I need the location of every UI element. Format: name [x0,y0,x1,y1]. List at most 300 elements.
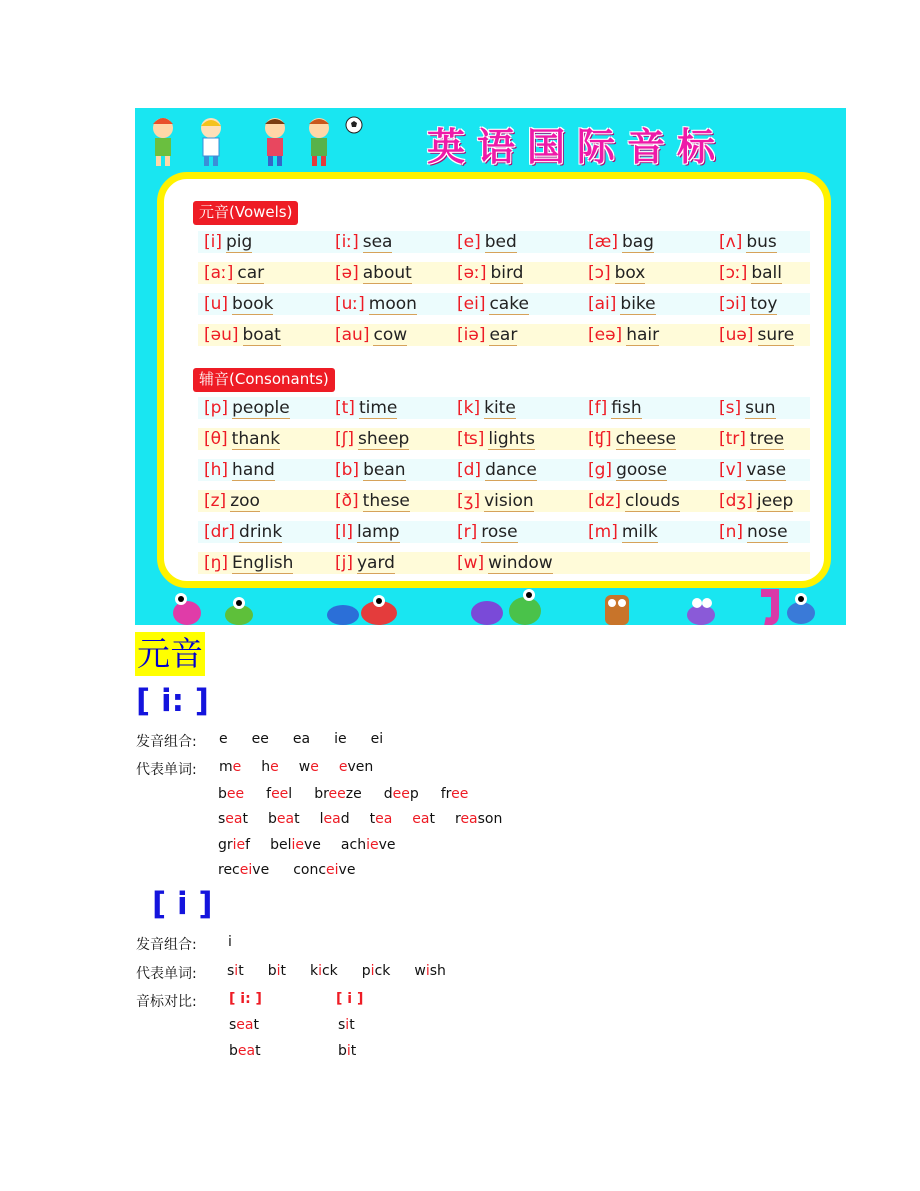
compare-head-long: [ i: ] [229,991,262,1007]
phonetic-symbol: [g] [588,460,613,480]
phonetic-entry [335,491,410,511]
kid-illustration-1 [143,114,183,168]
word-part: t [253,1017,259,1033]
example-word [341,837,396,853]
phonetic-symbol: [ai] [588,294,617,314]
phonetic-symbol: [u] [204,294,229,314]
short-i-symbol: [ i ] [152,886,213,922]
phonetic-entry [335,294,417,314]
example-word: box [614,263,646,283]
word-part: p [409,786,419,802]
consonant-row [198,490,810,512]
example-word: bus [746,232,777,252]
example-word: milk [621,522,658,542]
phonetic-symbol: [z] [204,491,227,511]
word-part: ea [460,811,478,827]
phonetic-symbol: [ʦ] [457,429,485,449]
consonant-row [198,397,810,419]
letter-combo: i [228,934,232,950]
word-part: d [340,811,350,827]
word-part: i [425,963,430,979]
example-word [455,811,502,827]
phonetic-symbol: [k] [457,398,481,418]
phonetic-entry [457,325,517,345]
example-word: bird [490,263,524,283]
example-word: bike [620,294,656,314]
word-part: t [238,963,244,979]
word-part: i [346,1043,351,1059]
word-part: t [349,1017,355,1033]
phonetic-symbol: [ʌ] [719,232,743,252]
word-part: rec [218,862,240,878]
phonetic-entry [335,522,400,542]
example-word: bed [484,232,517,252]
phonetic-symbol: [l] [335,522,353,542]
phonetic-symbol: [dz] [588,491,621,511]
phonetics-panel [157,172,831,588]
short-i-word-line [227,963,446,979]
example-word [229,1043,261,1059]
word-part: ven [347,759,374,775]
word-part: ve [252,862,270,878]
word-part: b [338,1043,347,1059]
letter-combo: ee [251,731,269,747]
example-word [218,837,250,853]
word-part: w [414,963,426,979]
phonetic-entry [204,491,260,511]
example-word: vase [746,460,787,480]
example-word: kite [484,398,516,418]
compare-long-word [229,1043,261,1059]
word-part: ach [340,837,367,853]
phonetic-entry [457,553,553,573]
word-part: ea [225,811,243,827]
phonetic-entry [204,460,275,480]
example-word: pig [226,232,253,252]
word-part: ee [328,786,346,802]
example-word: drink [239,522,283,542]
phonetic-symbol: [au] [335,325,370,345]
phonetic-symbol: [ʧ] [588,429,612,449]
example-word: sure [757,325,795,345]
word-part: ve [304,837,321,853]
monster-illustration-6 [681,591,721,625]
word-part: m [219,759,233,775]
phonetic-symbol: [əu] [204,325,239,345]
word-part: t [242,811,248,827]
example-word [384,786,419,802]
word-part: ea [276,811,295,827]
word-part: ea [323,811,341,827]
phonetic-entry [719,491,793,511]
example-word [338,1043,356,1059]
word-part: e [270,759,279,775]
phonetic-entry [335,325,407,345]
example-word [268,811,300,827]
phonetic-symbol: [t] [335,398,355,418]
compare-short-word [338,1017,355,1033]
phonetic-entry [719,263,782,283]
consonant-row [198,552,810,574]
long-i-combo-line [219,731,383,747]
phonetic-symbol: [n] [719,522,744,542]
word-part: s [229,1017,237,1033]
example-word: window [488,553,553,573]
word-part: i [234,963,239,979]
kid-illustration-4 [299,114,339,168]
word-part: ee [226,786,245,802]
word-part: bel [270,837,292,853]
phonetic-entry [588,263,645,283]
example-word: hand [232,460,275,480]
example-word [414,963,446,979]
example-word: sheep [357,429,410,449]
phonetic-entry [588,398,642,418]
short-i-combo-line [228,934,232,950]
word-part: fr [440,786,452,802]
phonetic-symbol: [ŋ] [204,553,229,573]
phonetic-entry [588,491,680,511]
word-part: sh [429,963,446,979]
example-word: cow [373,325,408,345]
phonetic-symbol: [tr] [719,429,746,449]
long-i-word-line [218,786,468,802]
phonetic-symbol: [f] [588,398,608,418]
phonetic-entry [719,522,788,542]
example-word: lamp [357,522,400,542]
example-word [218,862,269,878]
word-part: i [345,1017,350,1033]
example-word: bag [621,232,654,252]
phonetic-symbol: [iː] [335,232,359,252]
example-word [310,963,338,979]
example-word: clouds [624,491,680,511]
phonetic-symbol: [e] [457,232,481,252]
word-part: b [268,811,277,827]
phonetic-entry [204,398,290,418]
letter-combo: ie [334,731,347,747]
example-word: ball [751,263,782,283]
word-part: e [232,759,242,775]
example-word: sun [745,398,776,418]
phonetic-entry [204,522,282,542]
word-part: ei [239,862,253,878]
phonetic-entry [204,429,280,449]
phonetic-entry [204,553,293,573]
phonetic-symbol: [iə] [457,325,486,345]
poster-title: 英语国际音标 [427,124,728,169]
phonetic-entry [457,263,523,283]
word-part: i [276,963,281,979]
word-part: i [318,963,322,979]
phonetic-symbol: [θ] [204,429,228,449]
word-part: h [261,759,271,775]
letter-combo: e [219,731,228,747]
phonetic-entry [719,232,777,252]
phonetic-entry [588,232,654,252]
example-word [261,759,279,775]
phonetic-entry [204,294,273,314]
example-word: thank [231,429,281,449]
example-word: goose [616,460,667,480]
phonetic-entry [335,232,392,252]
example-word [362,963,391,979]
phonetics-poster [135,108,846,625]
example-word: cake [489,294,529,314]
phonetic-entry [457,491,534,511]
example-word: people [232,398,290,418]
example-word: book [232,294,274,314]
word-part: ei [326,862,339,878]
example-word: moon [368,294,417,314]
word-part: ie [232,837,246,853]
vowels-tag: 元音(Vowels) [193,201,298,225]
phonetic-symbol: [ɔː] [719,263,748,283]
example-word: boat [242,325,281,345]
example-word: ear [489,325,518,345]
short-i-combo-label: 发音组合: [136,937,197,953]
example-word: nose [747,522,788,542]
example-word: vision [484,491,534,511]
word-part: t [255,1043,261,1059]
example-word [338,1017,355,1033]
example-word: about [362,263,412,283]
phonetic-entry [588,460,667,480]
phonetic-symbol: [ʃ] [335,429,354,449]
long-i-combo-label: 发音组合: [136,734,197,750]
word-part: t [429,811,435,827]
phonetic-symbol: [m] [588,522,618,542]
example-word [441,786,469,802]
phonetic-entry [588,294,656,314]
word-part: ck [321,963,338,979]
letter-combo: ea [292,731,311,747]
phonetic-entry [204,263,264,283]
word-part: conc [293,862,327,878]
word-part: s [338,1017,346,1033]
kid-illustration-3 [255,114,295,168]
word-part: b [229,1043,238,1059]
monster-illustration-4 [467,585,549,625]
phonetic-symbol: [ʒ] [457,491,481,511]
phonetic-entry [588,325,659,345]
phonetic-entry [719,398,776,418]
word-part: l [319,811,324,827]
phonetic-symbol: [r] [457,522,478,542]
phonetic-entry [335,553,395,573]
phonetic-symbol: [uə] [719,325,754,345]
example-word: fish [611,398,642,418]
phonetic-symbol: [uː] [335,294,365,314]
word-part: w [298,759,311,775]
example-word [320,811,350,827]
example-word: bean [363,460,406,480]
example-word [227,963,244,979]
example-word [219,759,241,775]
word-part: d [383,786,393,802]
short-i-words-label: 代表单词: [136,966,197,982]
word-part: ee [451,786,469,802]
monster-illustration-5 [599,587,635,625]
consonant-row [198,459,810,481]
phonetic-entry [204,232,252,252]
phonetic-entry [457,460,537,480]
consonant-row [198,521,810,543]
example-word: toy [750,294,778,314]
phonetic-symbol: [æ] [588,232,618,252]
example-word [218,811,248,827]
phonetic-entry [719,294,777,314]
phonetic-entry [588,522,658,542]
word-part: br [314,786,329,802]
phonetic-symbol: [v] [719,460,743,480]
long-i-word-line [219,759,373,775]
word-part: f [266,786,272,802]
example-word [314,786,362,802]
soccer-ball-icon [345,116,363,134]
example-word [266,786,292,802]
phonetic-symbol: [ð] [335,491,359,511]
word-part: k [309,963,319,979]
word-part: t [369,811,376,827]
phonetic-symbol: [j] [335,553,353,573]
monster-illustration-1 [167,585,207,625]
word-part: ze [345,786,362,802]
word-part: ea [375,811,393,827]
vowel-row [198,293,810,315]
word-part: b [267,963,277,979]
phonetic-symbol: [dʒ] [719,491,753,511]
monster-illustration-3 [323,589,401,625]
example-word: English [232,553,294,573]
example-word: time [358,398,398,418]
compare-label: 音标对比: [136,994,197,1010]
compare-short-word [338,1043,356,1059]
phonetic-entry [719,325,794,345]
example-word: these [362,491,410,511]
example-word [229,1017,259,1033]
word-part: p [361,963,371,979]
vowel-row [198,231,810,253]
word-part: ie [291,837,305,853]
word-part: t [350,1043,357,1059]
phonetic-symbol: [b] [335,460,360,480]
phonetic-entry [719,460,786,480]
vowel-row [198,324,810,346]
example-word [268,963,286,979]
phonetic-symbol: [eə] [588,325,623,345]
word-part: ve [378,837,396,853]
phonetic-symbol: [p] [204,398,229,418]
example-word: hair [626,325,660,345]
example-word: zoo [230,491,260,511]
word-part: e [310,759,319,775]
phonetic-symbol: [dr] [204,522,236,542]
consonants-tag: 辅音(Consonants) [193,368,335,392]
example-word: sea [362,232,393,252]
word-part: ee [392,786,410,802]
phonetic-symbol: [h] [204,460,229,480]
word-part: s [218,811,226,827]
phonetic-entry [204,325,281,345]
phonetic-entry [457,294,529,314]
example-word: lights [488,429,535,449]
phonetic-symbol: [ei] [457,294,486,314]
example-word: car [237,263,265,283]
phonetic-symbol: [ɔ] [588,263,611,283]
example-word [412,811,435,827]
long-i-words-label: 代表单词: [136,762,197,778]
word-part: ea [236,1017,254,1033]
phonetic-entry [457,522,518,542]
long-i-symbol: [ i: ] [136,683,209,719]
phonetic-symbol: [əː] [457,263,487,283]
phonetic-entry [457,429,535,449]
word-part: s [227,963,235,979]
word-part: ea [412,811,430,827]
phonetic-symbol: [w] [457,553,485,573]
example-word: tree [749,429,785,449]
word-part: ve [338,862,356,878]
phonetic-symbol: [i] [204,232,222,252]
word-part: i [370,963,375,979]
example-word [218,786,244,802]
letter-combo: ei [370,731,384,747]
word-part: ee [271,786,289,802]
phonetic-symbol: [ɔi] [719,294,747,314]
phonetic-entry [335,460,406,480]
example-word [370,811,393,827]
word-part: son [477,811,503,827]
word-part: gr [218,837,233,853]
phonetic-entry [335,429,409,449]
phonetic-entry [588,429,676,449]
example-word: yard [357,553,395,573]
example-word [299,759,319,775]
vowel-heading: 元音 [135,632,205,676]
word-part: t [294,811,300,827]
phonetic-entry [719,429,784,449]
phonetic-entry [457,398,516,418]
example-word: cheese [615,429,676,449]
kid-illustration-2 [191,114,231,168]
word-part: b [218,786,227,802]
phonetic-symbol: [aː] [204,263,234,283]
word-part: ea [237,1043,256,1059]
phonetic-symbol: [d] [457,460,482,480]
word-part: ie [366,837,379,853]
long-i-word-line [218,862,355,878]
word-part: e [338,759,348,775]
monster-illustration-7 [755,585,821,625]
phonetic-entry [335,263,412,283]
compare-long-word [229,1017,259,1033]
word-part: f [245,837,251,853]
consonant-row [198,428,810,450]
long-i-word-line [218,837,396,853]
phonetic-entry [457,232,517,252]
monster-illustration-2 [219,591,259,625]
example-word: rose [481,522,518,542]
word-part: ck [374,963,391,979]
phonetic-symbol: [ə] [335,263,359,283]
word-part: r [454,811,461,827]
example-word: jeep [756,491,794,511]
long-i-word-line [218,811,502,827]
compare-head-short: [ i ] [336,991,364,1007]
example-word [293,862,355,878]
word-part: l [288,786,293,802]
